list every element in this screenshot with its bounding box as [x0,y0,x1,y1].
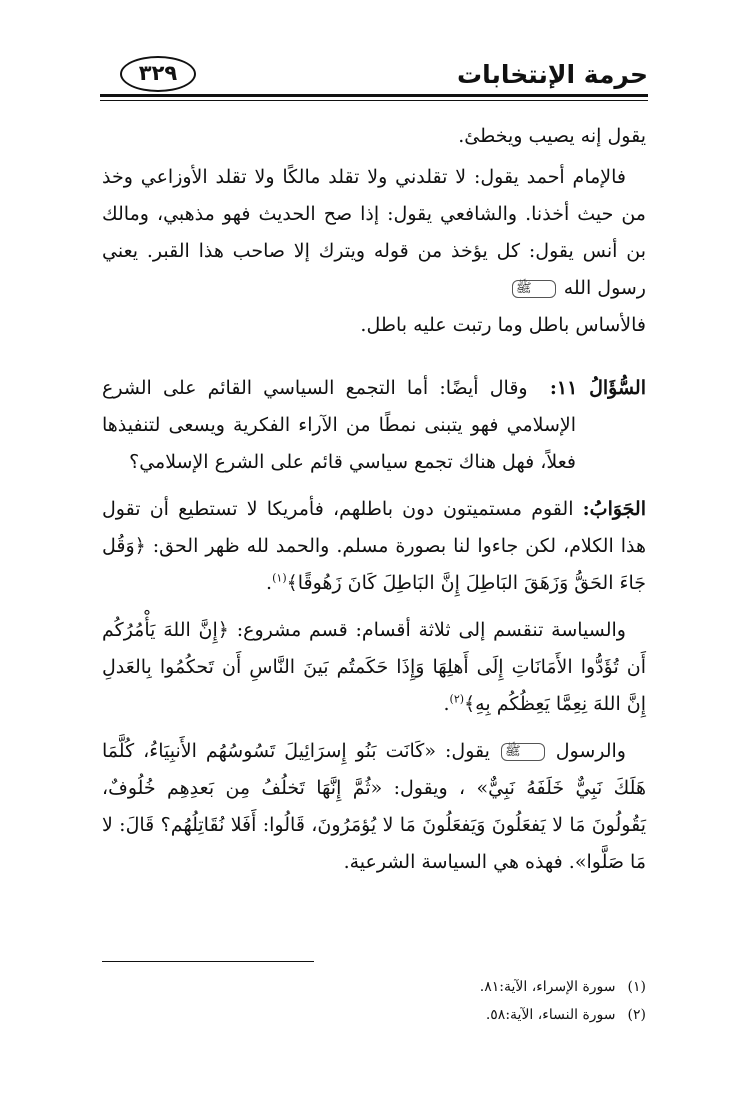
paragraph [102,159,646,307]
paragraph-text: فالأساس باطل وما رتبت عليه باطل. [360,314,646,336]
salla-ligature: ﷺ [501,743,545,761]
quran-verse: ﴿وَقُل جَاءَ الحَقُّ وَزَهَقَ البَاطِلَ إِنَّ البَاطِلَ كَانَ زَهُوقًا﴾ [102,535,646,594]
running-title: حرمة الإنتخابات [457,60,648,89]
paragraph-text: فالإمام أحمد يقول: لا تقلدني ولا تقلد مالكًا ولا تقلد الأوزاعي وخذ من حيث أخذنا. والشافعي يقول: إذا صح الحديث فهو مذهبي، ومالك بن أنس يقول: كل يؤخذ من قوله ويترك إلا صاحب هذا القبر. يعني رسول الله [102,166,646,299]
paragraph [102,118,646,155]
quran-verse: ﴿إِنَّ اللهَ يَأْمُرُكُم أَن تُؤَدُّوا الأَمَانَاتِ إِلَى أَهلِهَا وَإِذَا حَكَمتُم بَينَ النَّاسِ أَن تَحكُمُوا بِالعَدلِ إِنَّ اللهَ نِعِمَّا يَعِظُكُم بِهِ﴾ [102,619,646,715]
footnote-number: (٢) [627,1007,646,1023]
main-text [102,118,646,881]
footnotes [480,973,646,1029]
question-text-first: وقال أيضًا: أما التجمع السياسي القائم على الشرع الإسلامي [102,377,576,436]
footnote-text: سورة الإسراء، الآية:٨١. [479,979,616,995]
answer-label: الجَوَابُ: [582,498,646,520]
question-label: السُّؤَالُ ١١: [549,377,646,399]
paragraph-text: يقول: «كَانَت بَنُو إِسرَائِيلَ تَسُوسُهُم الأَنبِيَاءُ، كُلَّمَا هَلَكَ نَبِيٌّ خَلَفَهُ نَبِيٌّ» ، ويقول: «ثُمَّ إِنَّهَا تَخلُفُ مِن بَعدِهِم خُلُوفٌ، يَقُولُونَ مَا لا يَفعَلُونَ وَيَفعَلُونَ مَا لا يُؤمَرُونَ، قَالُوا: أَفَلا نُقَاتِلُهُم؟ قَالَ: لا مَا صَلَّوا». فهذه هي السياسة الشرعية. [102,740,646,873]
paragraph-text: والسياسة تنقسم إلى ثلاثة أقسام: قسم مشروع: [236,619,626,641]
footnote-number: (١) [627,979,646,995]
answer-text: القوم مستميتون دون باطلهم، فأمريكا لا تستطيع أن تقول هذا الكلام، لكن جاءوا لنا بصورة مسلم. والحمد لله ظهر الحق: [102,498,646,557]
answer-block: الجَوَابُ: القوم مستميتون دون باطلهم، فأمريكا لا تستطيع أن تقول هذا الكلام، لكن جاءوا لنا بصورة مسلم. والحمد لله ظهر الحق: ﴿وَقُل جَاءَ الحَقُّ وَزَهَقَ البَاطِلَ إِنَّ البَاطِلَ كَانَ زَهُوقًا﴾$^{(١)}$. [102,498,646,594]
footnote-ref: (١) [272,571,287,585]
paragraph [102,733,646,881]
footnote-separator [102,961,314,962]
paragraph-text: يقول إنه يصيب ويخطئ. [458,125,646,147]
question-block [102,370,646,481]
header-rule-thick [100,94,648,97]
footnote [480,1001,646,1029]
question-text-rest: فهو يتبنى نمطًا من الآراء الفكرية ويسعى لتنفيذها فعلاً، فهل هناك تجمع سياسي قائم على الشرع الإسلامي؟ [102,414,576,473]
footnote [480,973,646,1001]
footnote-ref: (٢) [449,692,465,706]
paragraph [102,307,646,344]
paragraph-text: والرسول [555,740,626,762]
header-rule-thin [100,100,648,101]
paragraph: والسياسة تنقسم إلى ثلاثة أقسام: قسم مشروع: ﴿إِنَّ اللهَ يَأْمُرُكُم أَن تُؤَدُّوا الأَمَانَاتِ إِلَى أَهلِهَا وَإِذَا حَكَمتُم بَينَ النَّاسِ أَن تَحكُمُوا بِالعَدلِ إِنَّ اللهَ نِعِمَّا يَعِظُكُم بِهِ﴾$^{(٢)}$. [102,619,646,715]
footnote-text: سورة النساء، الآية:٥٨. [485,1007,616,1023]
salla-ligature: ﷺ [512,280,556,298]
page-number-badge: ٣٢٩ [120,56,196,92]
page-header [100,56,648,100]
